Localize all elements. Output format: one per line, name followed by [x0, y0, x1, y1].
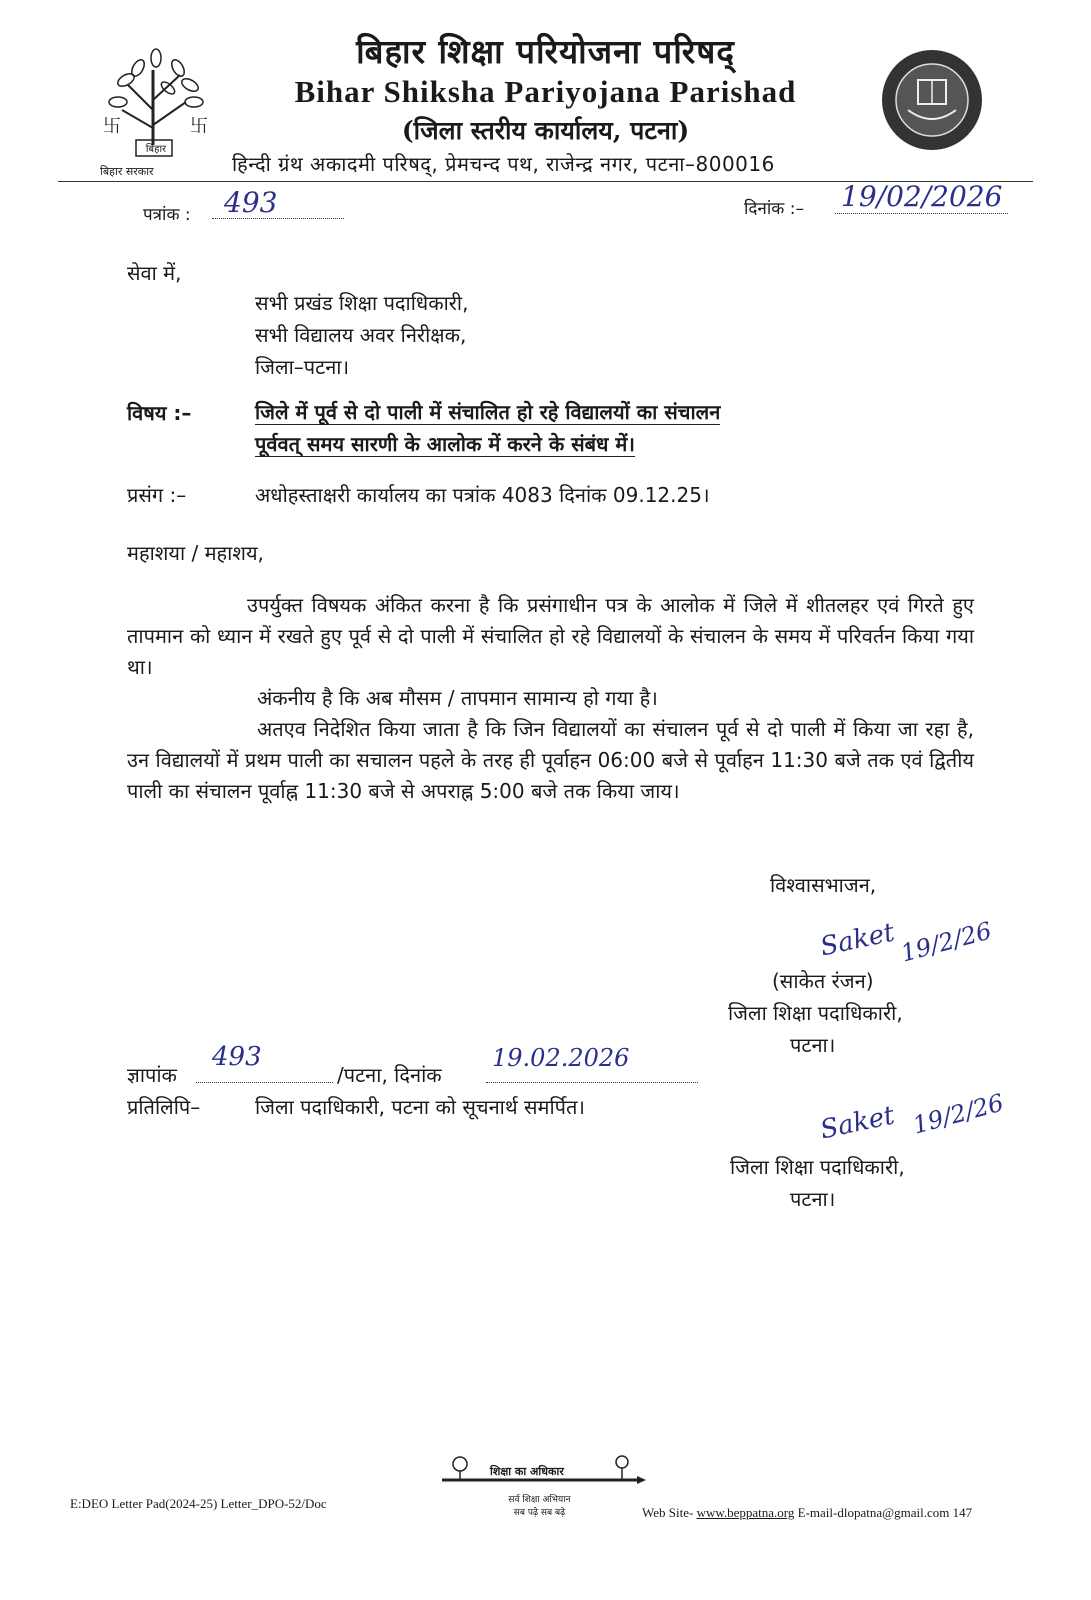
gyapank-value: 493: [212, 1042, 262, 1072]
signatory-place: पटना।: [790, 1033, 836, 1057]
signature-2: Saket: [817, 1100, 898, 1146]
salutation: महाशया / महाशय,: [127, 541, 264, 565]
svg-text:卐: 卐: [190, 116, 208, 137]
body-paragraph-2: अंकनीय है कि अब मौसम / तापमान सामान्य हो गया है।: [257, 686, 658, 710]
seva-label: सेवा में,: [127, 261, 182, 285]
footer-website-prefix: Web Site-: [642, 1505, 697, 1520]
footer-right: [642, 1505, 972, 1521]
emblem-mid-text: सर्व शिक्षा अभियान: [508, 1495, 571, 1505]
signature-2-date: 19/2/26: [909, 1088, 1007, 1140]
pratilipi-label: प्रतिलिपि–: [127, 1095, 201, 1119]
addressee-line-3: जिला–पटना।: [255, 355, 350, 379]
subject-line-1: जिले में पूर्व से दो पाली में संचालित हो रहे विद्यालयों का संचालन: [255, 400, 721, 424]
svg-text:卐: 卐: [103, 116, 121, 137]
copy-signatory-place: पटना।: [790, 1187, 836, 1211]
addressee-line-2: सभी विद्यालय अवर निरीक्षक,: [255, 323, 467, 347]
signatory-name: (साकेत रंजन): [772, 969, 874, 993]
copy-date-value: 19.02.2026: [492, 1044, 630, 1072]
pratilipi-text: जिला पदाधिकारी, पटना को सूचनार्थ समर्पित।: [255, 1095, 585, 1119]
emblem-top-text: शिक्षा का अधिकार: [490, 1465, 564, 1478]
header-address: हिन्दी ग्रंथ अकादमी परिषद्, प्रेमचन्द पथ, राजेन्द्र नगर, पटना–800016: [232, 152, 775, 176]
patrank-value: 493: [224, 186, 278, 219]
website-link[interactable]: www.beppatna.org: [696, 1505, 795, 1520]
footer-email: E-mail-dlopatna@gmail.com 147: [794, 1505, 973, 1520]
header-title-english: Bihar Shiksha Pariyojana Parishad: [294, 74, 797, 109]
date-value: 19/02/2026: [835, 180, 1008, 214]
patrank-field: [212, 188, 344, 219]
body-paragraph-3: अतएव निदेशित किया जाता है कि जिन विद्यालयों का संचालन पूर्व से दो पाली में किया जा रहा है, उन विद्यालयों में प्रथम पाली का सचालन पहले के तरह ही पूर्वाहन 06:00 बजे से पूर्वाहन 11:30 बजे तक एवं द्वितीय पाली का संचालन पूर्वाह्न 11:30 बजे से अपराह्न 5:00 बजे तक किया जाय।: [127, 717, 974, 803]
signatory-designation: जिला शिक्षा पदाधिकारी,: [728, 1001, 903, 1025]
signature-1: Saket: [817, 917, 898, 963]
subject-line-2: पूर्ववत् समय सारणी के आलोक में करने के संबंध में।: [255, 432, 635, 456]
subject-label: विषय :–: [127, 401, 192, 425]
reference-label: प्रसंग :–: [127, 483, 187, 507]
gyapank-label: ज्ञापांक: [127, 1063, 177, 1087]
logo-badge-text: बिहार: [145, 144, 167, 155]
copy-date-field: [486, 1044, 698, 1083]
header-subtitle: (जिला स्तरीय कार्यालय, पटना): [401, 116, 690, 145]
addressee-line-1: सभी प्रखंड शिक्षा पदाधिकारी,: [255, 291, 469, 315]
govt-label: बिहार सरकार: [100, 165, 154, 178]
header-title-hindi: बिहार शिक्षा परियोजना परिषद्: [356, 32, 735, 71]
subject-text: [255, 396, 975, 460]
date-label: दिनांक :–: [744, 199, 804, 219]
body-paragraph-1: उपर्युक्त विषयक अंकित करना है कि प्रसंगाधीन पत्र के आलोक में जिले में शीतलहर एवं गिरते हुए तापमान को ध्यान में रखते हुए पूर्व से दो पाली में संचालित हो रहे विद्यालयों के संचालन के समय में परिवर्तन किया गया था।: [127, 593, 974, 679]
copy-place-date-label: /पटना, दिनांक: [337, 1063, 442, 1087]
gyapank-field: [196, 1042, 333, 1083]
footer-left: E:DEO Letter Pad(2024-25) Letter_DPO-52/Doc: [70, 1496, 327, 1511]
footer-emblem: [432, 1450, 647, 1522]
patrank-label: पत्रांक :: [143, 205, 191, 225]
reference-text: अधोहस्ताक्षरी कार्यालय का पत्रांक 4083 दिनांक 09.12.25।: [255, 483, 710, 507]
signature-1-date: 19/2/26: [897, 916, 995, 968]
emblem-bot-text: सब पढ़े सब बढ़े: [513, 1508, 566, 1518]
closing: विश्वासभाजन,: [770, 873, 877, 897]
copy-signatory-designation: जिला शिक्षा पदाधिकारी,: [730, 1155, 905, 1179]
